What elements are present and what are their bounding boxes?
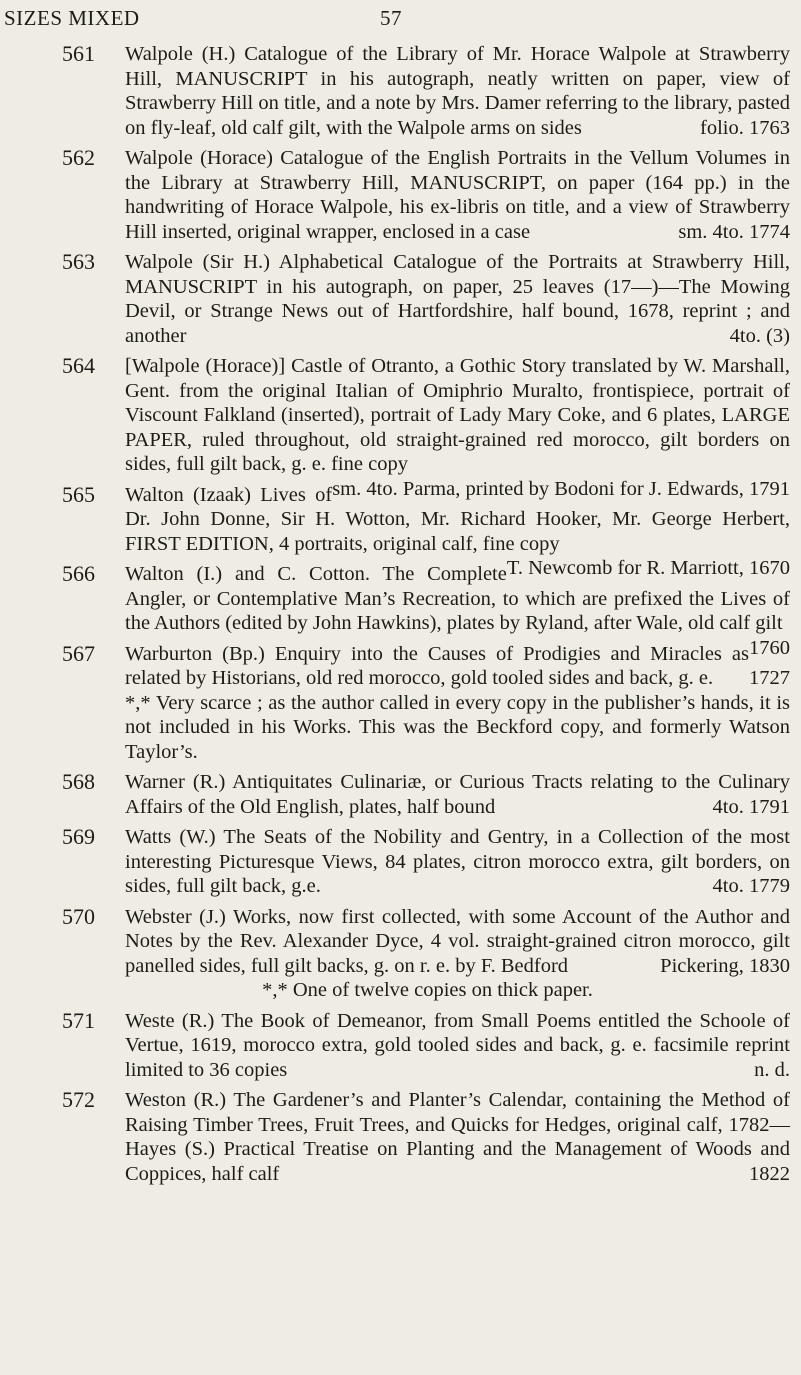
catalogue-entry <box>0 1088 790 1186</box>
catalogue-entry <box>0 825 790 899</box>
entry-tail: folio. 1763 <box>700 116 790 139</box>
entry-text: Watts (W.) The Seats of the Nobility and Gentry, in a Collection of the most interesting Picturesque Views, 84 plates, citron morocco extra, gilt borders, on sides, full gilt back, g.e. 4to. 1779 <box>125 826 790 897</box>
entry-text: Weston (R.) The Gardener’s and Planter’s Calendar, containing the Method of Raising Timber Trees, Fruit Trees, and Quicks for Hedges, original calf, 1782—Hayes (S.) Practical Treatise on Planting and the Management of Woods and Coppices, half calf 1822 <box>125 1089 790 1185</box>
entry-note: *,* One of twelve copies on thick paper. <box>262 979 593 1001</box>
lot-number: 572 <box>62 1087 95 1112</box>
entry-text: Walton (Izaak) Lives of Dr. John Donne, Sir H. Wotton, Mr. Richard Hooker, Mr. George Herbert, FIRST EDITION, 4 portraits, original calf, fine copy T. Newcomb for R. Marriott, 1670 <box>125 483 790 579</box>
entry-tail: n. d. <box>754 1058 790 1081</box>
lot-number: 571 <box>62 1007 95 1033</box>
catalogue-entry <box>0 42 790 140</box>
entry-note: *,* Very scarce ; as the author called in every copy in the publisher’s hands, it is not included in his Works. This was the Beckford copy, and formerly Watson Taylor’s. <box>125 691 790 763</box>
entry-tail: 4to. 1791 <box>712 795 790 818</box>
entry-tail: T. Newcomb for R. Marriott, 1670 <box>506 557 790 579</box>
lot-number: 562 <box>62 145 95 170</box>
catalogue-entry <box>0 905 790 1003</box>
lot-number: 567 <box>62 640 95 666</box>
catalogue-entry <box>0 1009 790 1083</box>
lot-number: 568 <box>62 769 95 794</box>
lot-number: 565 <box>62 481 95 507</box>
page-header <box>0 0 801 40</box>
entry-list <box>0 42 790 1192</box>
catalogue-entry <box>0 250 790 348</box>
entry-text: [Walpole (Horace)] Castle of Otranto, a Gothic Story translated by W. Marshall, Gent. from the original Italian of Omiphrio Muralto, frontispiece, portrait of Viscount Falkland (inserted), portrait of Lady Mary Coke, and 6 plates, LARGE PAPER, ruled throughout, old straight-grained red morocco, gilt borders on sides, full gilt back, g. e. fine copy sm. 4to. Parma, printed by Bodoni for J. Edwards, 1791 <box>125 355 790 500</box>
entry-text: Warburton (Bp.) Enquiry into the Causes of Prodigies and Miracles as related by Historians, old red morocco, gold tooled sides and back, g. e. 1727 <box>125 642 790 689</box>
lot-number: 566 <box>62 561 95 586</box>
lot-number: 563 <box>62 249 95 274</box>
entry-text: Walton (I.) and C. Cotton. The Complete Angler, or Contemplative Man’s Recreation, to which are prefixed the Lives of the Authors (edited by John Hawkins), plates by Ryland, after Wale, old calf gilt 1760 <box>125 563 790 659</box>
lot-number: 570 <box>62 903 95 929</box>
entry-text: Walpole (Horace) Catalogue of the English Portraits in the Vellum Volumes in the Library at Strawberry Hill, MANUSCRIPT, on paper (164 pp.) in the handwriting of Horace Walpole, his ex-libris on title, and a view of Strawberry Hill inserted, original wrapper, enclosed in a case sm. 4to. 1774 <box>125 147 790 243</box>
entry-tail: 1760 <box>749 636 790 659</box>
entry-tail: Pickering, 1830 <box>660 954 790 977</box>
catalogue-entry <box>0 770 790 819</box>
entry-tail: 1822 <box>749 1162 790 1185</box>
page-number: 57 <box>380 6 402 30</box>
entry-tail: sm. 4to. Parma, printed by Bodoni for J. Edwards, 1791 <box>332 477 790 500</box>
entry-tail: 1727 <box>749 667 790 689</box>
lot-number: 561 <box>62 41 95 66</box>
entry-text: Weste (R.) The Book of Demeanor, from Small Poems entitled the Schoole of Vertue, 1619, morocco extra, gold tooled sides and back, g. e. facsimile reprint limited to 36 copies n. d. <box>125 1009 790 1081</box>
catalogue-entry <box>0 642 790 765</box>
entry-text: Webster (J.) Works, now first collected, with some Account of the Author and Notes by the Rev. Alexander Dyce, 4 vol. straight-grained citron morocco, gilt panelled sides, full gilt backs, g. on r. e. by F. Bedford Pickering, 1830 <box>125 905 790 977</box>
entry-text: Walpole (H.) Catalogue of the Library of Mr. Horace Walpole at Strawberry Hill, MANUSCRIPT in his autograph, neatly written on paper, view of Strawberry Hill on title, and a note by Mrs. Damer referring to the library, pasted on fly-leaf, old calf gilt, with the Walpole arms on sides folio. 1763 <box>125 43 790 139</box>
entry-tail: 4to. (3) <box>729 324 790 347</box>
running-head: SIZES MIXED <box>4 6 140 30</box>
entry-text: Warner (R.) Antiquitates Culinariæ, or Curious Tracts relating to the Culinary Affairs of the Old English, plates, half bound 4to. 1791 <box>125 771 790 818</box>
catalogue-entry <box>0 146 790 244</box>
lot-number: 569 <box>62 824 95 849</box>
entry-tail: sm. 4to. 1774 <box>678 220 790 243</box>
entry-text: Walpole (Sir H.) Alphabetical Catalogue of the Portraits at Strawberry Hill, MANUSCRIPT in his autograph, on paper, 25 leaves (17—)—The Mowing Devil, or Strange News out of Hartfordshire, half bound, 1678, reprint ; and another 4to. (3) <box>125 251 790 347</box>
entry-tail: 4to. 1779 <box>712 875 790 897</box>
lot-number: 564 <box>62 353 95 378</box>
